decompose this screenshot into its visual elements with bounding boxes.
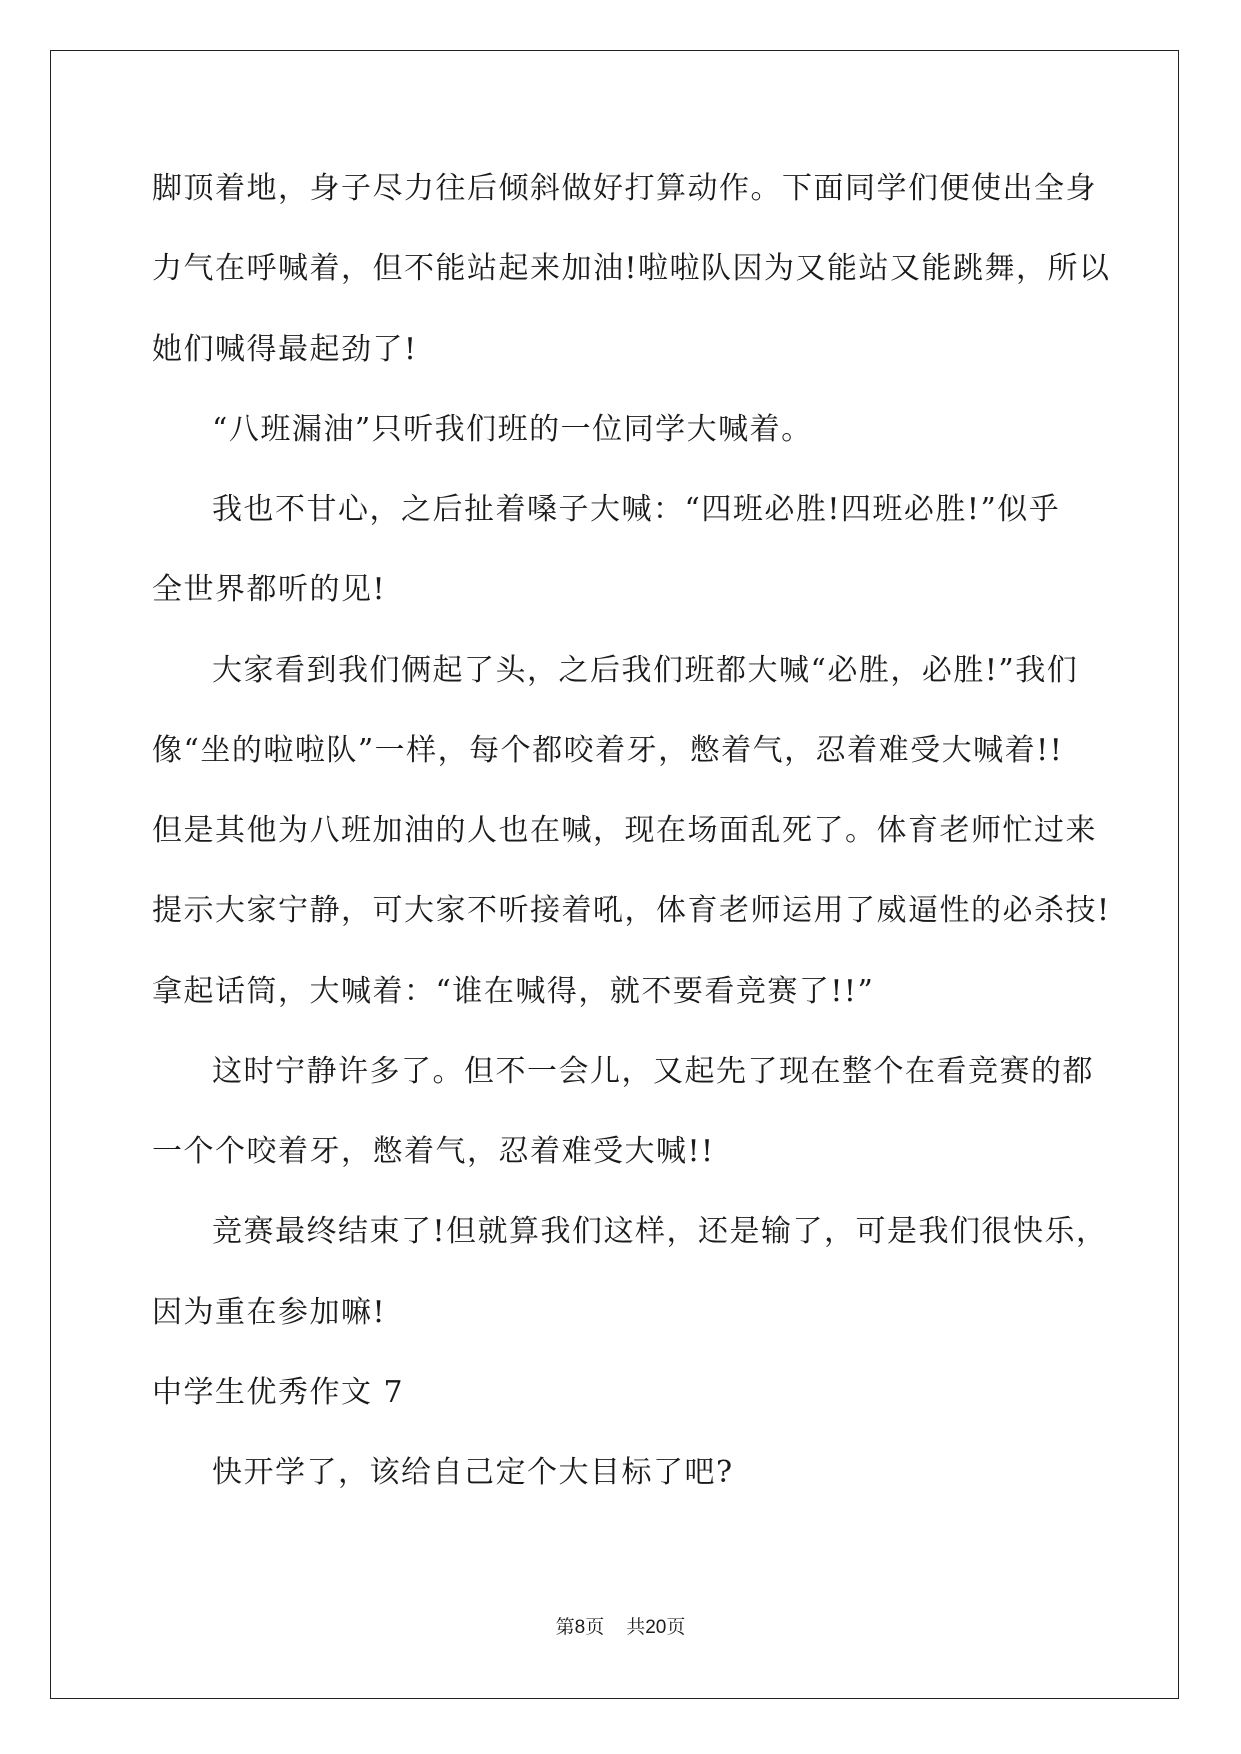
page-prefix: 第 [555, 1616, 575, 1638]
paragraph-line: 快开学了，该给自己定个大目标了吧? [212, 1455, 734, 1490]
paragraph-line: 竞赛最终结束了!但就算我们这样，还是输了，可是我们很快乐， [212, 1214, 1108, 1249]
text-line: 全世界都听的见! [152, 572, 387, 607]
text-line: 提示大家宁静，可大家不听接着吼，体育老师运用了威逼性的必杀技! [152, 893, 1111, 928]
section-heading: 中学生优秀作文 7 [152, 1375, 405, 1410]
text-line-2: 力气在呼喊着，但不能站起来加油!啦啦队因为又能站又能跳舞，所以 [152, 251, 1111, 286]
paragraph-line: “八班漏油”只听我们班的一位同学大喊着。 [212, 412, 813, 447]
page-footer [0, 1612, 1241, 1639]
text-line-1: 脚顶着地，身子尽力往后倾斜做好打算动作。下面同学们便使出全身 [152, 171, 1097, 206]
text-line: 拿起话筒，大喊着：“谁在喊得，就不要看竞赛了!!” [152, 974, 875, 1009]
page-border [50, 50, 1179, 1699]
text-line: 但是其他为八班加油的人也在喊，现在场面乱死了。体育老师忙过来 [152, 813, 1097, 848]
text-line-3: 她们喊得最起劲了! [152, 332, 418, 367]
total-pages: 20 [645, 1617, 667, 1638]
paragraph-line: 我也不甘心，之后扯着嗓子大喊：“四班必胜!四班必胜!”似乎 [212, 492, 1061, 527]
total-suffix: 页 [666, 1616, 686, 1638]
page-suffix: 页 [585, 1616, 605, 1638]
paragraph-line: 这时宁静许多了。但不一会儿，又起先了现在整个在看竞赛的都 [212, 1054, 1094, 1089]
text-line: 一个个咬着牙，憋着气，忍着难受大喊!! [152, 1134, 715, 1169]
text-line: 因为重在参加嘛! [152, 1295, 387, 1330]
total-prefix: 共 [626, 1616, 646, 1638]
page-number: 8 [574, 1617, 586, 1638]
paragraph-line: 大家看到我们俩起了头，之后我们班都大喊“必胜，必胜!”我们 [212, 653, 1079, 688]
text-line: 像“坐的啦啦队”一样，每个都咬着牙，憋着气，忍着难受大喊着!! [152, 733, 1064, 768]
